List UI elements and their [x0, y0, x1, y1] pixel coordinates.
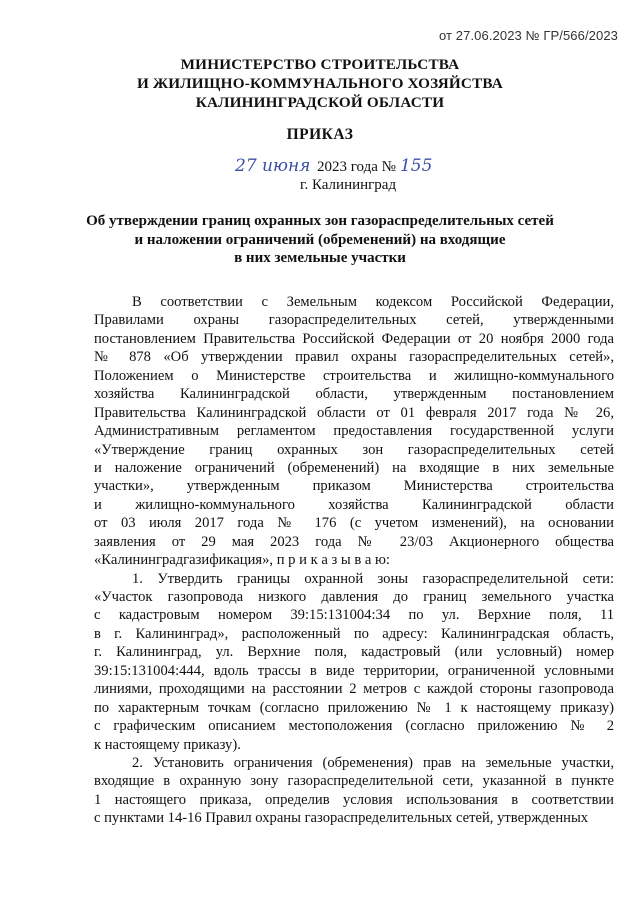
body-line: 1 настоящего приказа, определив условия использования в соответствии	[94, 791, 614, 808]
header-line-1: МИНИСТЕРСТВО СТРОИТЕЛЬСТВА	[180, 56, 460, 73]
ministry-header	[0, 56, 640, 112]
body-line: и наложение ограничений (обременений) на входящие в них земельные	[94, 459, 614, 476]
body-line: В соответствии с Земельным кодексом Российской Федерации,	[132, 294, 614, 310]
body-line: линиями, проходящими на расстоянии 2 метров с каждой стороны газопровода	[94, 681, 614, 698]
body-line: в г. Калининград», расположенный по адресу: Калининградская область,	[94, 625, 614, 642]
body-line: по характерным точкам (согласно приложению № 1 к настоящему приказу)	[94, 699, 614, 716]
body-line: № 878 «Об утверждении правил охраны газораспределительных сетей»,	[94, 349, 614, 366]
body-line: «Участок газопровода низкого давления до границ земельного участка	[94, 589, 614, 605]
header-line-3: КАЛИНИНГРАДСКОЙ ОБЛАСТИ	[195, 93, 445, 111]
order-body	[94, 293, 614, 828]
body-line: г. Калининград, ул. Верхние поля, кадастровый (или условный) номер	[94, 644, 614, 661]
body-line: 39:15:131004:444, вдоль трассы в виде территории, ограниченной условными	[94, 662, 614, 679]
body-line: заявления от 29 мая 2023 года № 23/03 Акционерного общества	[94, 533, 614, 550]
body-line: с кадастровым номером 39:15:131004:34 по ул. Верхние поля, 11	[94, 607, 614, 624]
body-line: Положением о Министерстве строительства и жилищно-коммунального	[94, 367, 614, 384]
body-line: Административным регламентом предоставления государственной услуги	[94, 423, 614, 440]
order-date-line	[235, 156, 432, 176]
header-line-2: И ЖИЛИЩНО-КОММУНАЛЬНОГО ХОЗЯЙСТВА	[137, 74, 503, 92]
body-line: к настоящему приказу).	[94, 736, 241, 753]
body-line: постановлением Правительства Российской Федерации от 20 ноября 2000 года	[94, 330, 614, 347]
subject-line-2: и наложении ограничений (обременений) на входящие	[134, 231, 506, 248]
body-line: от 03 июля 2017 года № 176 (с учетом изменений), на основании	[94, 515, 614, 532]
order-year-text: 2023 года №	[317, 159, 396, 175]
order-city: г. Калининград	[300, 177, 397, 193]
subject-line-3: в них земельные участки	[234, 250, 406, 267]
body-line: Правительства Калининградской области от 01 февраля 2017 года № 26,	[94, 404, 614, 421]
body-line: и жилищно-коммунального хозяйства Калининградской области	[94, 496, 614, 513]
order-subject	[0, 212, 640, 268]
handwritten-date: 27 июня	[235, 156, 311, 176]
body-line: 2. Установить ограничения (обременения) прав на земельные участки,	[132, 754, 614, 771]
body-line: 1. Утвердить границы охранной зоны газораспределительной сети:	[132, 570, 614, 587]
body-line: «Калининградгазификация», п р и к а з ы в а ю:	[94, 552, 390, 569]
body-line: хозяйства Калининградской области, утвержденным постановлением	[94, 386, 614, 403]
body-line: с графическим описанием местоположения (согласно приложению № 2	[94, 718, 614, 735]
document-type-title: ПРИКАЗ	[286, 126, 354, 143]
body-line: участки», утвержденным приказом Министерства строительства	[94, 478, 614, 495]
body-line: с пунктами 14-16 Правил охраны газораспределительных сетей, утвержденных	[94, 810, 589, 827]
registration-stamp: от 27.06.2023 № ГР/566/2023	[439, 28, 618, 43]
handwritten-order-number: 155	[399, 156, 433, 176]
body-line: Правилами охраны газораспределительных сетей, утвержденными	[94, 312, 614, 329]
body-line: «Утверждение границ охранных зон газораспределительных сетей	[94, 441, 614, 458]
subject-line-1: Об утверждении границ охранных зон газораспределительных сетей	[86, 213, 554, 229]
body-line: входящие в охранную зону газораспределительной сети, указанной в пункте	[94, 773, 614, 790]
